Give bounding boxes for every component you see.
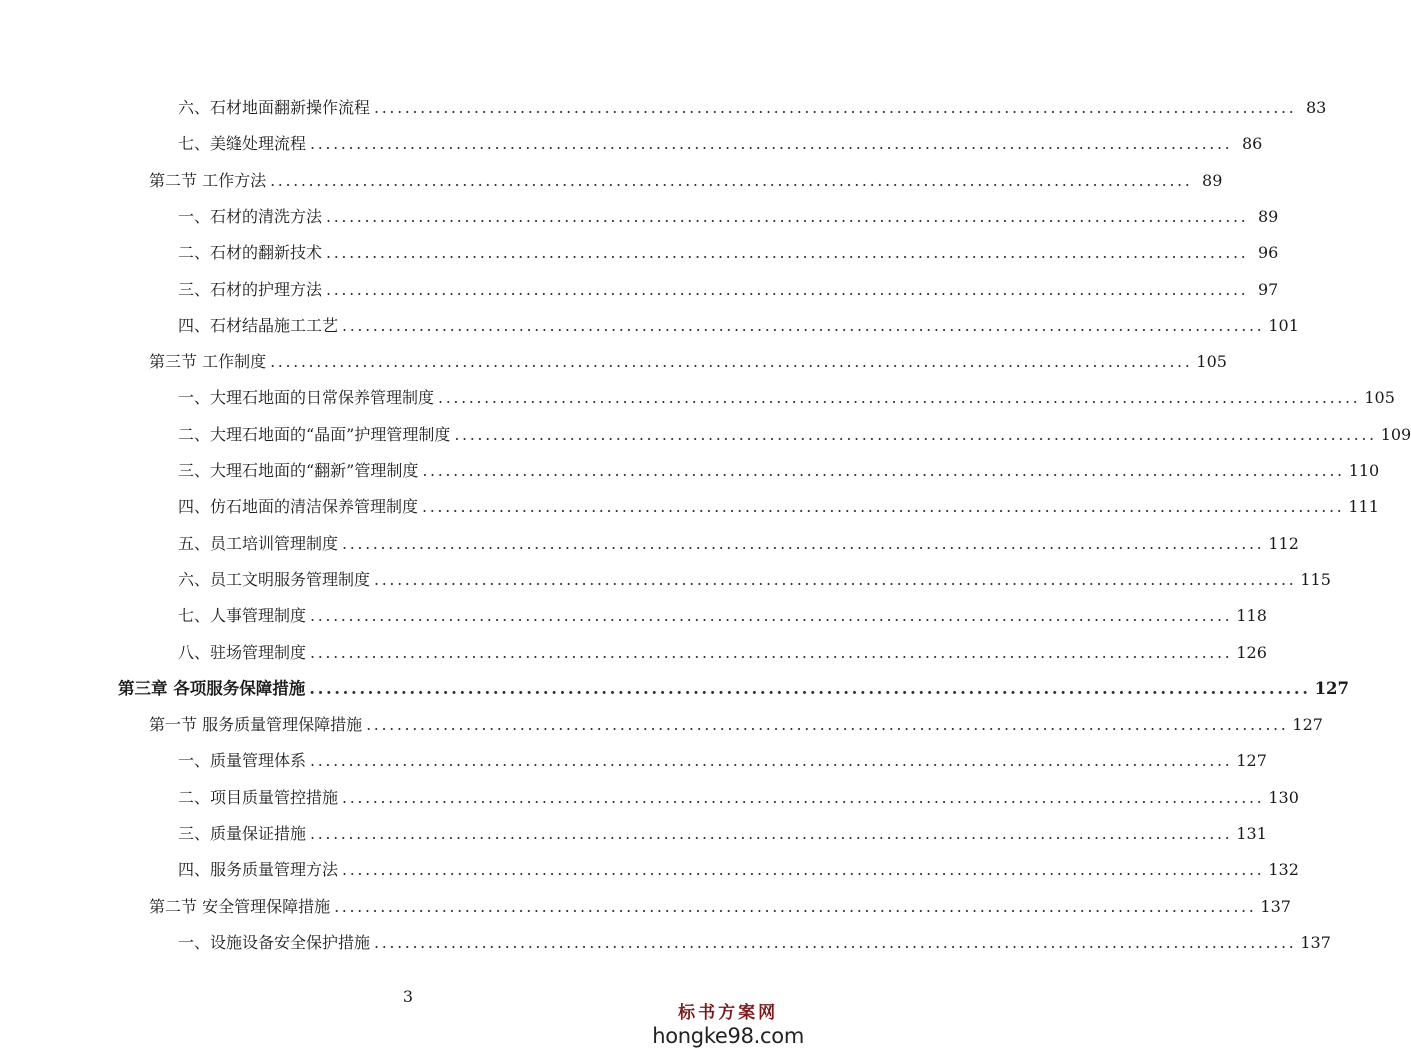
toc-entry-title: 第三节 工作制度 xyxy=(149,352,267,372)
toc-entry[interactable] xyxy=(178,532,1299,556)
toc-entry-page: 131 xyxy=(1236,824,1267,843)
toc-entry-title: 一、大理石地面的日常保养管理制度 xyxy=(178,388,435,408)
toc-entry-page: 105 xyxy=(1196,352,1227,372)
toc-entry-page: 137 xyxy=(1300,932,1331,952)
toc-entry[interactable] xyxy=(178,786,1299,810)
toc-entry-title: 三、石材的护理方法 xyxy=(178,279,323,299)
toc-dot-leader: ........................................................................................................................ xyxy=(326,243,1249,263)
toc-dot-leader: ........................................................................................................................ xyxy=(454,424,1377,444)
toc-dot-leader: ........................................................................................................................ xyxy=(342,315,1265,335)
toc-entry-page: 118 xyxy=(1236,606,1267,626)
toc-entry-title: 第二节 安全管理保障措施 xyxy=(149,896,331,916)
toc-dot-leader: ........................................................................................................................ xyxy=(310,606,1233,626)
toc-entry-page: 127 xyxy=(1236,751,1267,771)
toc-dot-leader: ........................................................................................................................ xyxy=(374,98,1297,117)
toc-entry-title: 三、大理石地面的“翻新”管理制度 xyxy=(178,461,419,480)
toc-entry-title: 一、质量管理体系 xyxy=(178,751,307,771)
toc-dot-leader: ........................................................................................................................ xyxy=(342,533,1265,553)
toc-entry-title: 第三章 各项服务保障措施 xyxy=(118,678,306,698)
toc-entry-title: 七、人事管理制度 xyxy=(178,606,307,626)
toc-entry[interactable] xyxy=(178,604,1267,628)
toc-entry-title: 三、质量保证措施 xyxy=(178,824,307,843)
toc-entry-title: 四、石材结晶施工工艺 xyxy=(178,315,339,335)
toc-dot-leader: ........................................................................................................................ xyxy=(366,715,1289,735)
toc-entry-title: 六、员工文明服务管理制度 xyxy=(178,569,371,589)
toc-entry-title: 一、设施设备安全保护措施 xyxy=(178,932,371,952)
toc-entry[interactable] xyxy=(178,931,1331,955)
toc-entry[interactable] xyxy=(149,713,1323,737)
toc-entry-page: 86 xyxy=(1241,134,1263,154)
toc-entry[interactable] xyxy=(149,350,1227,374)
toc-entry-page: 126 xyxy=(1236,642,1267,662)
toc-entry-title: 五、员工培训管理制度 xyxy=(178,533,339,553)
toc-entry[interactable] xyxy=(178,314,1299,338)
toc-dot-leader: ........................................................................................................................ xyxy=(422,497,1345,517)
toc-dot-leader: ........................................................................................................................ xyxy=(342,787,1265,807)
toc-entry[interactable] xyxy=(178,495,1379,519)
watermark-logo xyxy=(652,1002,804,1048)
toc-entry-title: 一、石材的清洗方法 xyxy=(178,206,323,226)
toc-dot-leader: ........................................................................................................................ xyxy=(374,569,1297,589)
toc-entry[interactable] xyxy=(178,132,1263,156)
toc-dot-leader: ........................................................................................................................ xyxy=(438,388,1361,408)
toc-entry[interactable] xyxy=(178,749,1267,773)
watermark-url: hongke98.com xyxy=(652,1024,804,1048)
toc-entry-page: 83 xyxy=(1305,98,1327,117)
toc-entry[interactable] xyxy=(178,96,1327,120)
toc-entry-title: 第二节 工作方法 xyxy=(149,170,267,190)
toc-entry-title: 二、项目质量管控措施 xyxy=(178,787,339,807)
toc-dot-leader: ........................................................................................................................ xyxy=(310,134,1233,154)
toc-entry-page: 97 xyxy=(1257,279,1279,299)
toc-entry-title: 七、美缝处理流程 xyxy=(178,134,307,154)
toc-entry-page: 127 xyxy=(1292,715,1323,735)
toc-entry-page: 109 xyxy=(1380,424,1411,444)
toc-entry-page: 112 xyxy=(1268,533,1299,553)
toc-entry-page: 115 xyxy=(1300,569,1331,589)
toc-entry[interactable] xyxy=(178,278,1279,302)
toc-entry-page: 132 xyxy=(1268,860,1299,880)
toc-entry[interactable] xyxy=(178,241,1279,265)
toc-entry[interactable] xyxy=(149,895,1291,919)
toc-entry-title: 第一节 服务质量管理保障措施 xyxy=(149,715,363,735)
toc-entry[interactable] xyxy=(178,858,1299,882)
toc-entry[interactable] xyxy=(118,677,1350,701)
toc-entry-page: 111 xyxy=(1348,497,1379,517)
toc-entry-page: 137 xyxy=(1260,896,1291,916)
toc-entry-title: 八、驻场管理制度 xyxy=(178,642,307,662)
toc-dot-leader: ........................................................................................................................ xyxy=(342,860,1265,880)
toc-entry[interactable] xyxy=(178,386,1395,410)
toc-dot-leader: ........................................................................................................................ xyxy=(326,279,1249,299)
toc-entry-title: 六、石材地面翻新操作流程 xyxy=(178,98,371,117)
toc-entry-page: 105 xyxy=(1364,388,1395,408)
toc-dot-leader: ........................................................................................................................ xyxy=(374,932,1297,952)
toc-dot-leader: ........................................................................................................................ xyxy=(310,824,1233,843)
toc-entry[interactable] xyxy=(178,459,1380,483)
watermark-title: 标书方案网 xyxy=(678,1003,779,1023)
toc-entry[interactable] xyxy=(178,205,1279,229)
toc-dot-leader: ........................................................................................................................ xyxy=(270,352,1193,372)
toc-entry-page: 89 xyxy=(1257,206,1279,226)
toc-dot-leader: ........................................................................................................................ xyxy=(309,678,1311,698)
toc-entry-title: 二、大理石地面的“晶面”护理管理制度 xyxy=(178,424,451,444)
toc-dot-leader: ........................................................................................................................ xyxy=(310,751,1233,771)
toc-entry-page: 110 xyxy=(1348,461,1380,480)
toc-entry-title: 四、仿石地面的清洁保养管理制度 xyxy=(178,497,419,517)
toc-entry-page: 89 xyxy=(1202,170,1223,190)
toc-entry-title: 四、服务质量管理方法 xyxy=(178,860,339,880)
page-number: 3 xyxy=(402,987,414,1006)
toc-entry-page: 101 xyxy=(1268,315,1299,335)
toc-dot-leader: ........................................................................................................................ xyxy=(334,896,1257,916)
toc-dot-leader: ........................................................................................................................ xyxy=(270,170,1193,190)
toc-dot-leader: ........................................................................................................................ xyxy=(326,206,1249,226)
toc-dot-leader: ........................................................................................................................ xyxy=(422,461,1345,480)
toc-dot-leader: ........................................................................................................................ xyxy=(310,642,1233,662)
toc-entry-page: 130 xyxy=(1268,787,1299,807)
toc-entry[interactable] xyxy=(178,568,1331,592)
toc-entry[interactable] xyxy=(178,423,1411,447)
toc-entry[interactable] xyxy=(178,822,1267,846)
toc-entry-page: 96 xyxy=(1257,243,1279,263)
toc-entry-title: 二、石材的翻新技术 xyxy=(178,243,323,263)
toc-entry[interactable] xyxy=(178,641,1267,665)
toc-entry-page: 127 xyxy=(1314,678,1350,698)
toc-entry[interactable] xyxy=(149,169,1223,193)
